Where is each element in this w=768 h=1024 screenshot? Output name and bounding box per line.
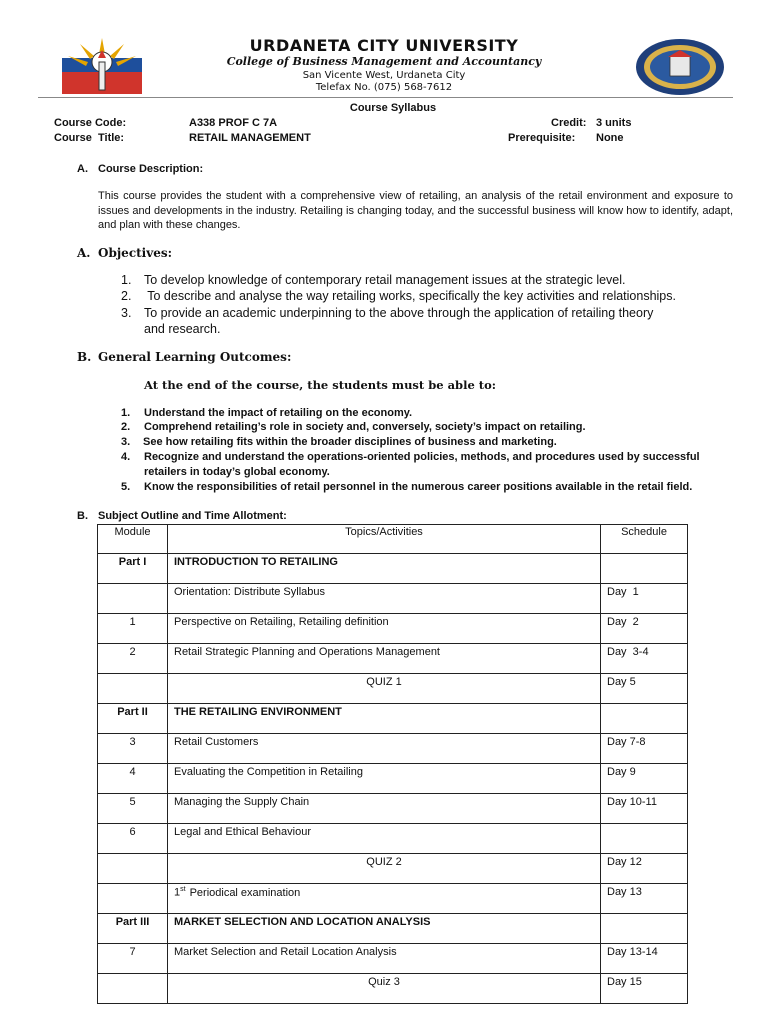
topic-cell: Retail Strategic Planning and Operations Management (168, 644, 601, 674)
course-code-label: Course Code: (54, 117, 127, 129)
outline-heading: Subject Outline and Time Allotment: (98, 510, 287, 522)
column-header-topics: Topics/Activities (168, 525, 601, 554)
table-row (98, 644, 688, 674)
schedule-cell (601, 554, 688, 584)
outcome-num: 2. (121, 421, 131, 433)
objective-text: To develop knowledge of contemporary retail management issues at the strategic level. (144, 273, 626, 287)
course-title-value: RETAIL MANAGEMENT (189, 132, 311, 144)
topic-cell: Managing the Supply Chain (168, 794, 601, 824)
module-cell (98, 674, 168, 704)
address: San Vicente West, Urdaneta City (302, 70, 466, 81)
schedule-cell: Day 15 (601, 974, 688, 1004)
credit-value: 3 units (596, 117, 632, 129)
module-cell: 5 (98, 794, 168, 824)
table-row (98, 584, 688, 614)
topic-cell: INTRODUCTION TO RETAILING (168, 554, 601, 584)
module-cell: 3 (98, 734, 168, 764)
schedule-cell: Day 12 (601, 854, 688, 884)
table-row (98, 764, 688, 794)
topic-cell: QUIZ 2 (168, 854, 601, 884)
schedule-cell: Day 13 (601, 884, 688, 914)
objective-num: 3. (121, 306, 132, 320)
telefax: Telefax No. (075) 568-7612 (315, 82, 453, 93)
objective-num: 1. (121, 273, 132, 287)
module-cell (98, 974, 168, 1004)
module-cell: 1 (98, 614, 168, 644)
outline-table-body (98, 554, 688, 1004)
module-cell (98, 584, 168, 614)
table-row (98, 914, 688, 944)
description-heading: Course Description: (98, 163, 204, 175)
table-row (98, 674, 688, 704)
table-row (98, 554, 688, 584)
module-cell: Part II (98, 704, 168, 734)
schedule-cell: Day 13-14 (601, 944, 688, 974)
outcome-text: Know the responsibilities of retail personnel in the numerous career positions available in the retail field. (144, 481, 693, 493)
topic-cell: QUIZ 1 (168, 674, 601, 704)
topic-cell: Legal and Ethical Behaviour (168, 824, 601, 854)
prerequisite-label: Prerequisite: (508, 132, 576, 144)
module-cell: Part III (98, 914, 168, 944)
schedule-cell: Day 7-8 (601, 734, 688, 764)
topic-cell: Orientation: Distribute Syllabus (168, 584, 601, 614)
topic-cell: THE RETAILING ENVIRONMENT (168, 704, 601, 734)
outcome-text: Comprehend retailing’s role in society and, conversely, society’s impact on retailing. (144, 421, 586, 433)
module-cell: 7 (98, 944, 168, 974)
doc-title: Course Syllabus (349, 102, 437, 114)
schedule-cell: Day 10-11 (601, 794, 688, 824)
objective-text: To provide an academic underpinning to the above through the application of retailing theory (144, 306, 654, 320)
prerequisite-value: None (596, 132, 624, 144)
objectives-heading: Objectives: (98, 246, 173, 260)
topic-cell (168, 884, 601, 914)
table-row (98, 794, 688, 824)
schedule-cell (601, 824, 688, 854)
university-name: URDANETA CITY UNIVERSITY (249, 36, 519, 55)
outcomes-heading: General Learning Outcomes: (98, 350, 292, 364)
college-name: College of Business Management and Accountancy (226, 55, 542, 68)
objective-num: 2. (121, 289, 132, 303)
objectives-letter: A. (77, 246, 91, 260)
objective-text: and research. (144, 322, 221, 336)
table-row (98, 614, 688, 644)
module-cell (98, 884, 168, 914)
topic-cell: Quiz 3 (168, 974, 601, 1004)
column-header-module: Module (98, 525, 168, 554)
schedule-cell (601, 704, 688, 734)
outcome-text: See how retailing fits within the broader disciplines of business and marketing. (140, 436, 557, 448)
outcomes-intro: At the end of the course, the students must be able to: (144, 378, 496, 392)
schedule-cell: Day 5 (601, 674, 688, 704)
outcome-text: Recognize and understand the operations-oriented policies, methods, and procedures used by successful (144, 451, 700, 463)
outcome-text: retailers in today’s global economy. (144, 466, 330, 478)
schedule-cell (601, 914, 688, 944)
outline-table (97, 524, 688, 1004)
description-text: This course provides the student with a comprehensive view of retailing, an analysis of the retail environment and exposure to issues and developments in the industry. Retailing is changing today, and the successful business will know how to identify, adapt, and plan with these changes. (98, 190, 733, 231)
topic-cell: Perspective on Retailing, Retailing definition (168, 614, 601, 644)
table-row (98, 824, 688, 854)
outline-letter: B. (77, 510, 88, 522)
outcome-num: 5. (121, 481, 131, 493)
course-title-label: Course Title: (54, 132, 125, 144)
topic-cell: Retail Customers (168, 734, 601, 764)
table-row (98, 884, 688, 914)
outcomes-letter: B. (77, 350, 92, 364)
outcome-num: 4. (121, 451, 131, 463)
module-cell: 6 (98, 824, 168, 854)
topic-cell: MARKET SELECTION AND LOCATION ANALYSIS (168, 914, 601, 944)
objective-text: To describe and analyse the way retailing works, specifically the key activities and relationships. (144, 289, 676, 303)
ordinal-suffix: st (180, 886, 186, 893)
course-code-value: A338 PROF C 7A (189, 117, 278, 129)
module-cell: 2 (98, 644, 168, 674)
credit-label: Credit: (551, 117, 587, 129)
outcome-num: 3. (121, 436, 131, 448)
table-row (98, 944, 688, 974)
topic-cell: Evaluating the Competition in Retailing (168, 764, 601, 794)
schedule-cell: Day 1 (601, 584, 688, 614)
ordinal-number: 1 (174, 886, 181, 899)
table-header-row (98, 525, 688, 554)
module-cell: Part I (98, 554, 168, 584)
table-row (98, 734, 688, 764)
schedule-cell: Day 9 (601, 764, 688, 794)
table-row (98, 704, 688, 734)
topic-cell: Market Selection and Retail Location Analysis (168, 944, 601, 974)
header-rule (38, 97, 733, 98)
description-letter: A. (77, 163, 88, 175)
table-row (98, 854, 688, 884)
topic-text: Periodical examination (189, 886, 301, 899)
outcome-num: 1. (121, 407, 131, 419)
column-header-schedule: Schedule (601, 525, 688, 554)
table-row (98, 974, 688, 1004)
schedule-cell: Day 3-4 (601, 644, 688, 674)
module-cell: 4 (98, 764, 168, 794)
outcome-text: Understand the impact of retailing on the economy. (144, 407, 413, 419)
schedule-cell: Day 2 (601, 614, 688, 644)
module-cell (98, 854, 168, 884)
